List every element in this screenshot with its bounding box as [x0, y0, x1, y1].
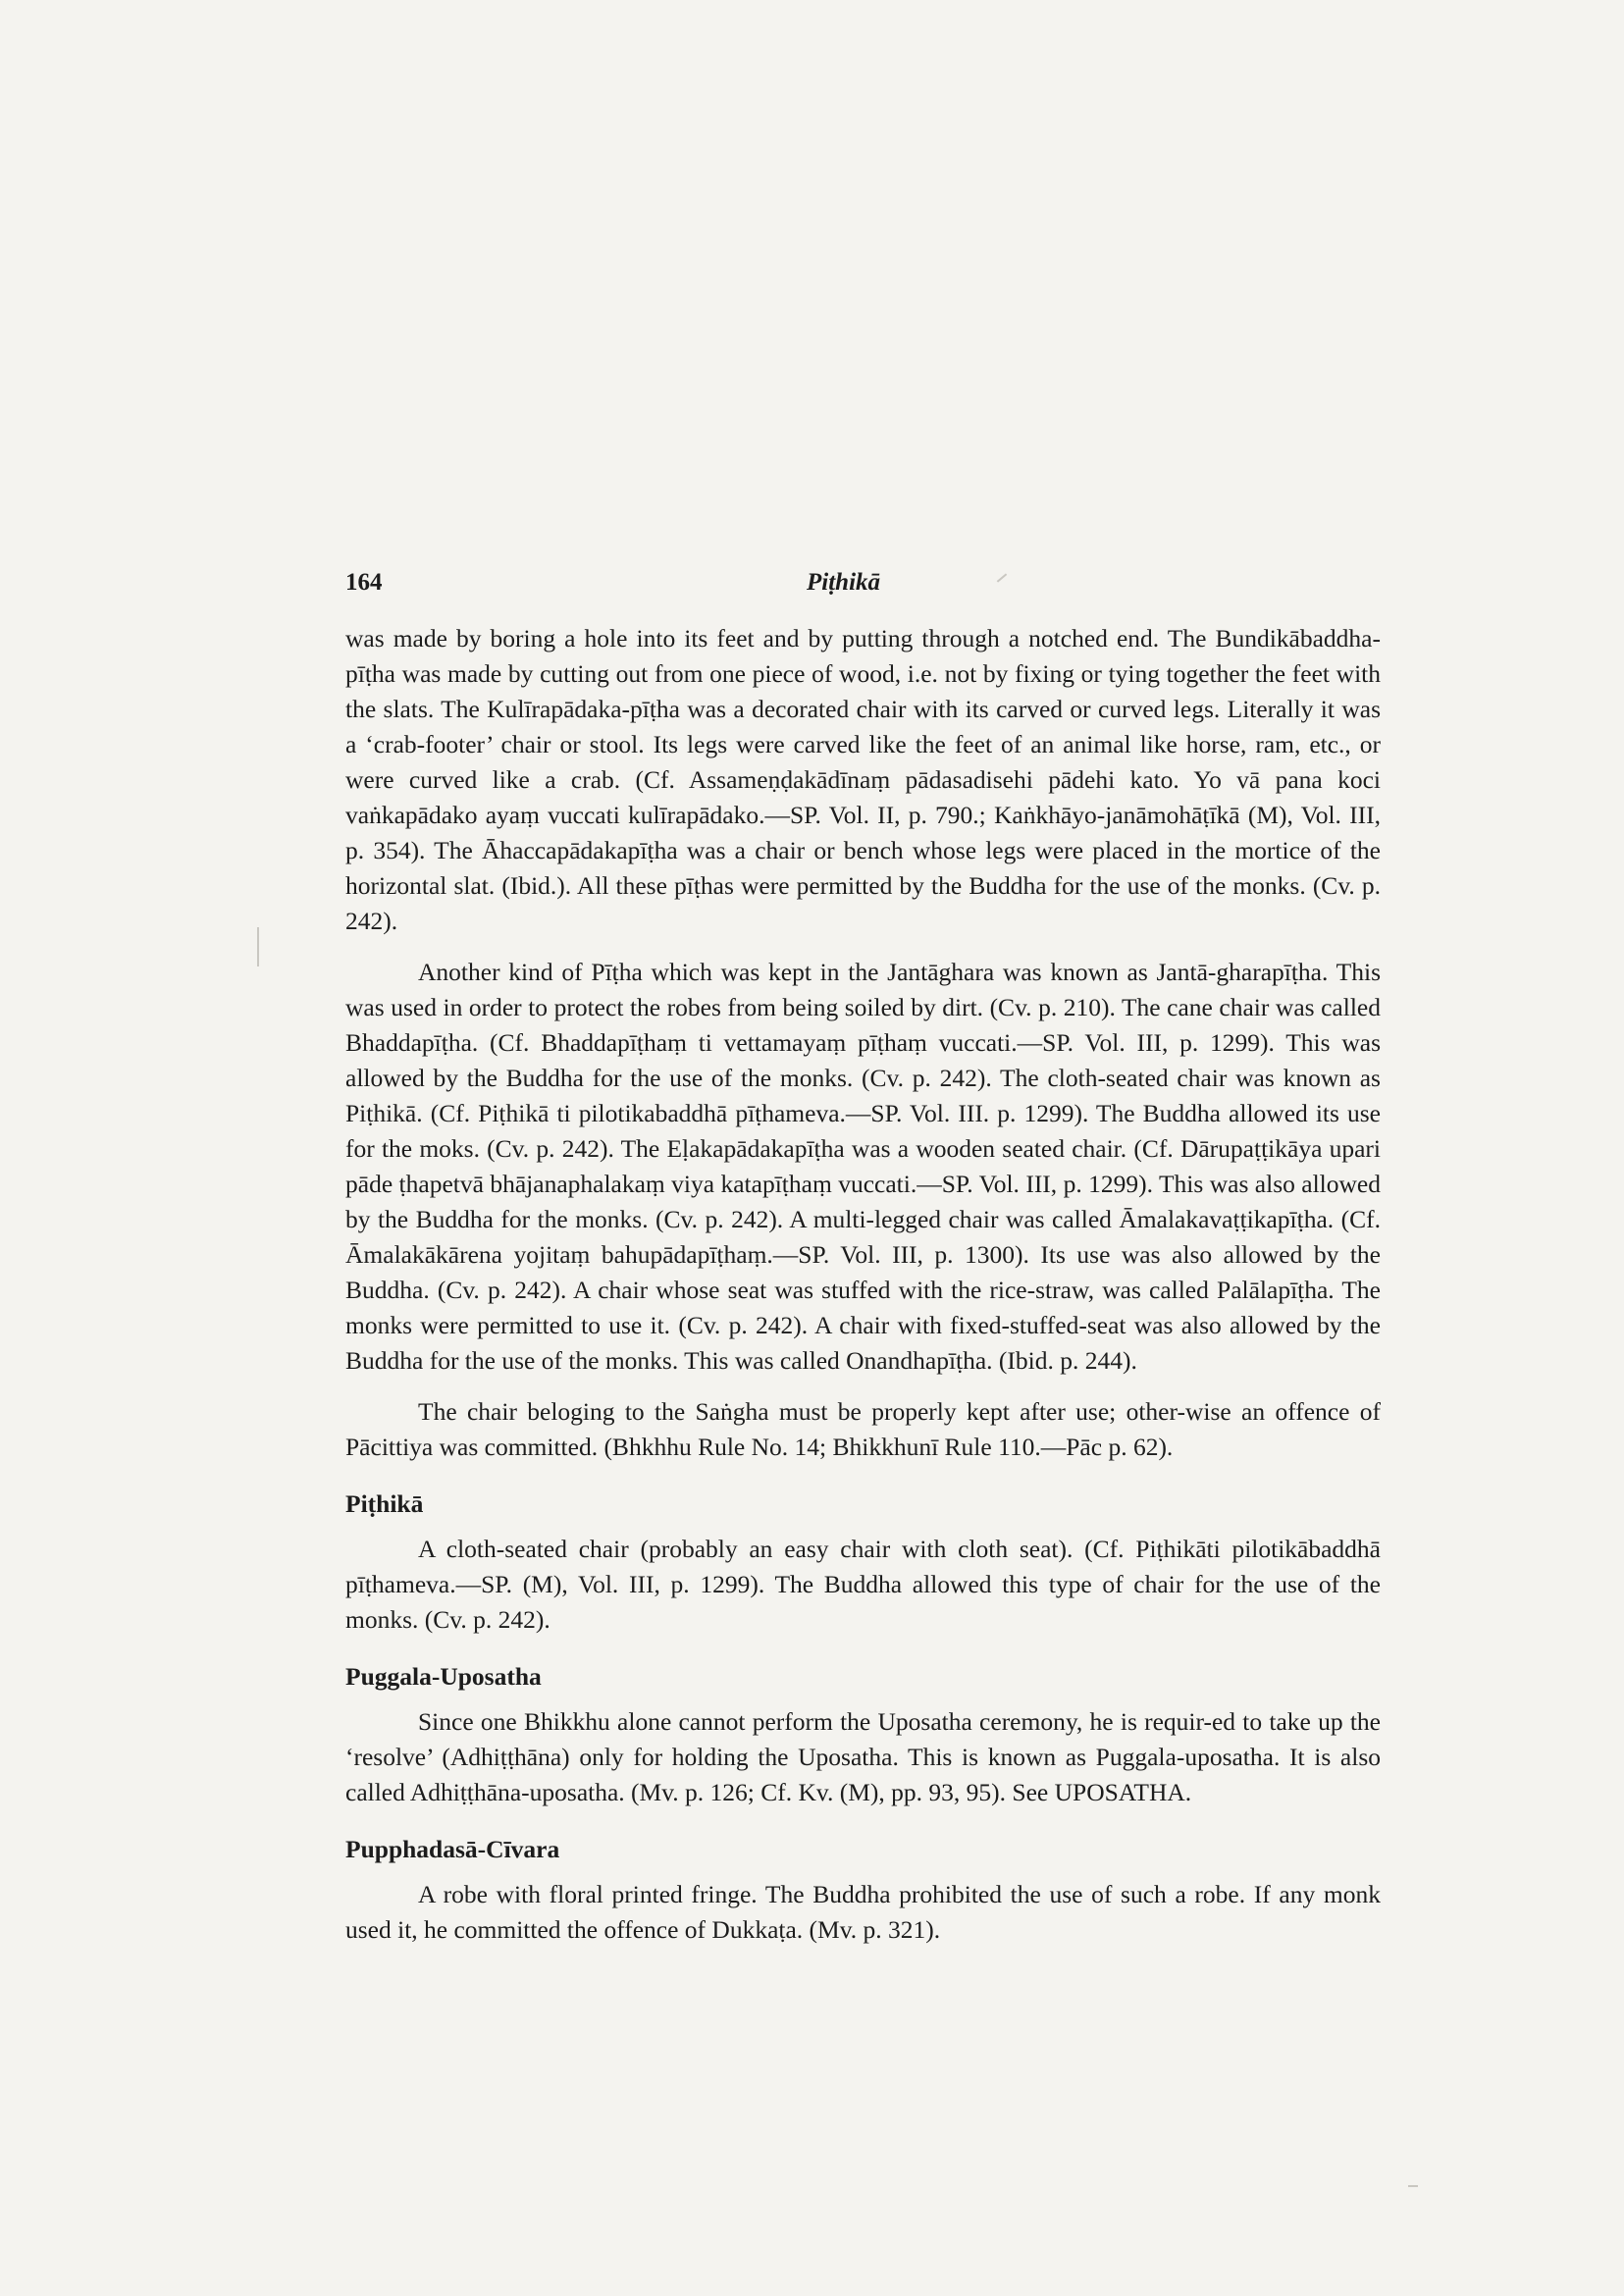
entry-text-puggala-uposatha: Since one Bhikkhu alone cannot perform the Uposatha ceremony, he is requir-ed to take up the ‘resolve’ (Adhiṭṭhāna) only for holding the Uposatha. This is known as Puggala-uposatha. It is also called Adhiṭṭhāna-uposatha. (Mv. p. 126; Cf. Kv. (M), pp. 93, 95). See UPOSATHA. [345, 1707, 1381, 1806]
body-text [345, 621, 1381, 1948]
page-number: 164 [345, 569, 383, 596]
paragraph-continuation: was made by boring a hole into its feet and by putting through a notched end. The Bundikābaddha-pīṭha was made by cutting out from one piece of wood, i.e. not by fixing or tying together the feet with the slats. The Kulīrapādaka-pīṭha was a decorated chair with its carved or curved legs. Literally it was a ‘crab-footer’ chair or stool. Its legs were carved like the feet of an animal like horse, ram, etc., or were curved like a crab. (Cf. Assameṇḍakādīnaṃ pādasadisehi pādehi kato. Yo vā pana koci vaṅkapādako ayaṃ vuccati kulīrapādako.—SP. Vol. II, p. 790.; Kaṅkhāyo-janāmohāṭīkā (M), Vol. III, p. 354). The Āhaccapādakapīṭha was a chair or bench whose legs were placed in the mortice of the horizontal slat. (Ibid.). All these pīṭhas were permitted by the Buddha for the use of the monks. (Cv. p. 242). [345, 624, 1381, 935]
running-title: Piṭhikā [807, 569, 881, 596]
paragraph-sangha-chair: The chair beloging to the Saṅgha must be properly kept after use; other-wise an offence of Pācittiya was committed. (Bhkhhu Rule No. 14; Bhikkhunī Rule 110.—Pāc p. 62). [345, 1397, 1381, 1461]
margin-mark [1408, 2185, 1418, 2187]
entry-heading-pithika: Piṭhikā [345, 1489, 424, 1518]
paragraph-jantagharapitha: Another kind of Pīṭha which was kept in the Jantāghara was known as Jantā-gharapīṭha. This was used in order to protect the robes from being soiled by dirt. (Cv. p. 210). The cane chair was called Bhaddapīṭha. (Cf. Bhaddapīṭhaṃ ti vettamayaṃ pīṭhaṃ vuccati.—SP. Vol. III, p. 1299). This was allowed by the Buddha for the use of the monks. (Cv. p. 242). The cloth-seated chair was known as Piṭhikā. (Cf. Piṭhikā ti pilotikabaddhā pīṭhameva.—SP. Vol. III. p. 1299). The Buddha allowed its use for the moks. (Cv. p. 242). The Eḷakapādakapīṭha was a wooden seated chair. (Cf. Dārupaṭṭikāya upari pāde ṭhapetvā bhājanaphalakaṃ viya katapīṭhaṃ vuccati.—SP. Vol. III, p. 1299). This was also allowed by the Buddha for the monks. (Cv. p. 242). A multi-legged chair was called Āmalakavaṭṭikapīṭha. (Cf. Āmalakākārena yojitaṃ bahupādapīṭhaṃ.—SP. Vol. III, p. 1300). Its use was also allowed by the Buddha. (Cv. p. 242). A chair whose seat was stuffed with the rice-straw, was called Palālapīṭha. The monks were permitted to use it. (Cv. p. 242). A chair with fixed-stuffed-seat was also allowed by the Buddha for the use of the monks. This was called Onandhapīṭha. (Ibid. p. 244). [345, 958, 1381, 1375]
running-head [345, 569, 1381, 608]
margin-mark [257, 927, 259, 966]
entry-heading-puggala-uposatha: Puggala-Uposatha [345, 1662, 542, 1691]
entry-text-pupphadasa-civara: A robe with floral printed fringe. The Buddha prohibited the use of such a robe. If any monk used it, he committed the offence of Dukkaṭa. (Mv. p. 321). [345, 1880, 1381, 1944]
entry-text-pithika: A cloth-seated chair (probably an easy chair with cloth seat). (Cf. Piṭhikāti pilotikābaddhā pīṭhameva.—SP. (M), Vol. III, p. 1299). The Buddha allowed this type of chair for the use of the monks. (Cv. p. 242). [345, 1535, 1381, 1634]
entry-heading-pupphadasa-civara: Pupphadasā-Cīvara [345, 1835, 560, 1863]
